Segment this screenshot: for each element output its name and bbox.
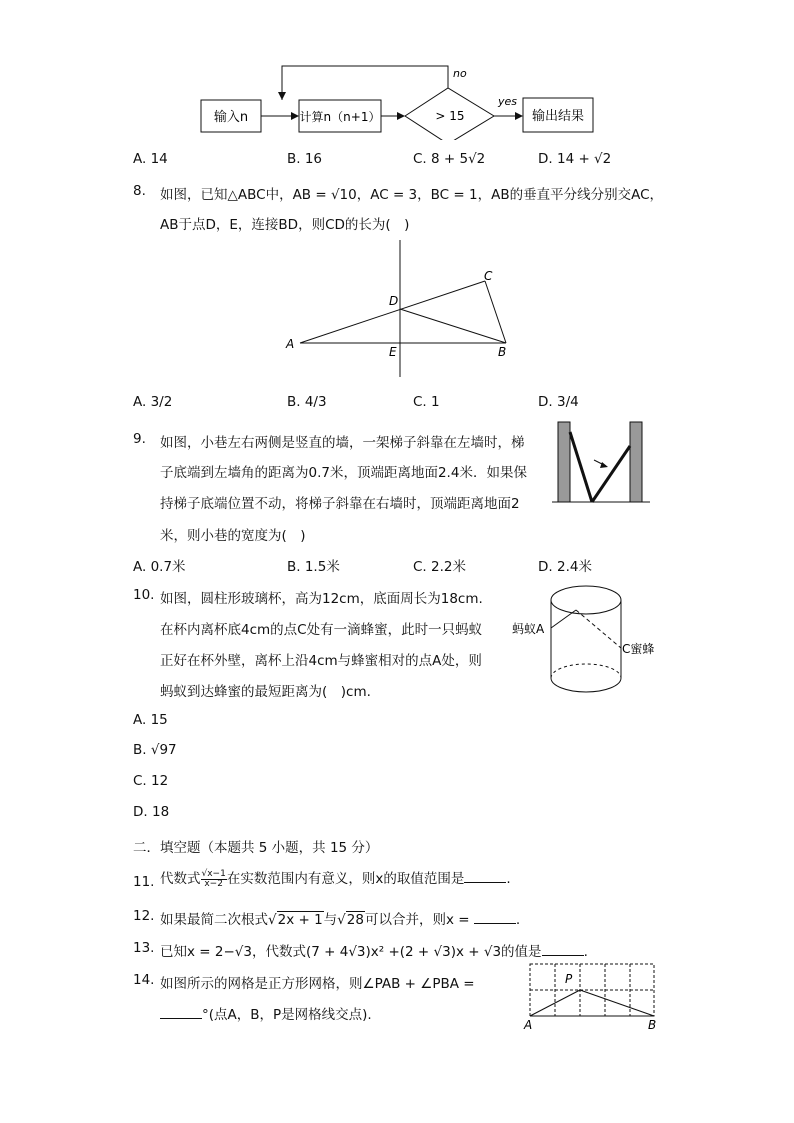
compute-text: 计算n（n+1） (299, 110, 381, 124)
q14-line2 (160, 1003, 372, 1023)
q8-label-c: C (484, 269, 493, 283)
q10-number: 10. (133, 587, 155, 603)
flowchart (190, 60, 610, 140)
q14-label-a: A (524, 1018, 533, 1032)
q10-option-d[interactable]: D. 18 (133, 804, 170, 820)
q12-radicand-1: 2x + 1 (277, 912, 323, 928)
q8-number: 8. (133, 183, 146, 199)
q10-honey-label: C蜜蜂 (622, 642, 655, 656)
q9-option-c[interactable]: C. 2.2米 (413, 559, 466, 575)
q9-line1: 如图，小巷左右两侧是竖直的墙，一架梯子斜靠在左墙时，梯 (160, 435, 525, 451)
q8-label-b: B (498, 345, 507, 359)
q8-line2: AB于点D，E，连接BD，则CD的长为( ) (160, 217, 410, 233)
q14-label-p: P (565, 972, 573, 986)
q14-grid-figure (518, 958, 668, 1033)
q8-option-c[interactable]: C. 1 (413, 394, 440, 410)
yes-label: yes (498, 95, 518, 108)
q10-cylinder-figure (510, 582, 670, 694)
q10-ant-label: 蚂蚁A (512, 622, 545, 636)
q10-option-b[interactable]: B. √97 (133, 742, 177, 758)
q9-line4: 米，则小巷的宽度为( ) (160, 528, 306, 544)
q11-frac-den: x−2 (204, 878, 223, 889)
q8-option-d[interactable]: D. 3/4 (538, 394, 579, 410)
q12-end: . (515, 912, 521, 928)
q13-text-a: 已知x = 2−√3，代数式(7 + 4√3)x² +(2 + √3)x + √3的值是 (160, 944, 542, 960)
q11-fraction (201, 870, 227, 889)
q12-radicand-2: 28 (346, 912, 364, 928)
q9-option-b[interactable]: B. 1.5米 (287, 559, 340, 575)
q9-option-a[interactable]: A. 0.7米 (133, 559, 186, 575)
q12-text-a: 如果最简二次根式 (160, 912, 268, 928)
q10-option-a[interactable]: A. 15 (133, 712, 168, 728)
q11-end: . (506, 871, 511, 887)
q10-line1: 如图，圆柱形玻璃杯，高为12cm，底面周长为18cm. (160, 591, 483, 607)
q12-number: 12. (133, 908, 155, 924)
q14-line1: 如图所示的网格是正方形网格，则∠PAB + ∠PBA = (160, 976, 475, 992)
q8-triangle-figure (280, 235, 520, 385)
q8-line1: 如图，已知△ABC中，AB = √10，AC = 3，BC = 1，AB的垂直平分线分别交AC， (160, 187, 663, 203)
q11-text-a: 代数式 (160, 871, 201, 887)
q12-text: 如果最简二次根式√2x + 1与√28可以合并，则x = . (160, 912, 521, 928)
q10-line4: 蚂蚁到达蜂蜜的最短距离为( )cm. (160, 684, 371, 700)
output-text: 输出结果 (531, 109, 585, 124)
q14-label-b: B (648, 1018, 657, 1032)
q14-answer-blank[interactable] (160, 1006, 202, 1019)
q7-option-d[interactable]: D. 14 + √2 (538, 151, 612, 167)
q9-line3: 持梯子底端位置不动，将梯子斜靠在右墙时，顶端距离地面2 (160, 496, 520, 512)
condition-text: > 15 (435, 109, 465, 123)
no-label: no (453, 67, 467, 80)
q14-number: 14. (133, 972, 155, 988)
section2-title: 二．填空题（本题共 5 小题，共 15 分） (133, 840, 379, 856)
q8-label-a: A (286, 337, 295, 351)
q11-text (160, 867, 511, 889)
input-text: 输入n (213, 110, 249, 125)
q8-option-b[interactable]: B. 4/3 (287, 394, 327, 410)
q7-option-c[interactable]: C. 8 + 5√2 (413, 151, 486, 167)
q10-option-c[interactable]: C. 12 (133, 773, 169, 789)
q12-mid: 与 (323, 912, 338, 928)
q8-label-d: D (389, 294, 399, 308)
q9-ladder-figure (550, 418, 660, 508)
q9-line2: 子底端到左墙角的距离为0.7米，顶端距离地面2.4米．如果保 (160, 465, 527, 481)
q12-text-b: 可以合并，则x = (364, 912, 474, 928)
q13-end: . (583, 944, 588, 960)
q8-option-a[interactable]: A. 3/2 (133, 394, 173, 410)
q11-answer-blank[interactable] (464, 870, 506, 883)
q8-label-e: E (389, 345, 397, 359)
q14-line2-text: °(点A，B，P是网格线交点). (202, 1007, 372, 1023)
q13-number: 13. (133, 940, 155, 956)
q9-option-d[interactable]: D. 2.4米 (538, 559, 592, 575)
q11-frac-num: √x−1 (201, 868, 226, 879)
q11-text-b: 在实数范围内有意义，则x的取值范围是 (226, 871, 465, 887)
q7-option-b[interactable]: B. 16 (287, 151, 323, 167)
q10-line2: 在杯内离杯底4cm的点C处有一滴蜂蜜，此时一只蚂蚁 (160, 622, 483, 638)
q9-number: 9. (133, 431, 146, 447)
q13-text (160, 940, 588, 960)
q7-option-a[interactable]: A. 14 (133, 151, 168, 167)
q12-answer-blank[interactable] (474, 911, 516, 924)
q10-line3: 正好在杯外壁，离杯上沿4cm与蜂蜜相对的点A处，则 (160, 653, 482, 669)
q13-answer-blank[interactable] (542, 943, 584, 956)
q11-number: 11. (133, 874, 155, 890)
